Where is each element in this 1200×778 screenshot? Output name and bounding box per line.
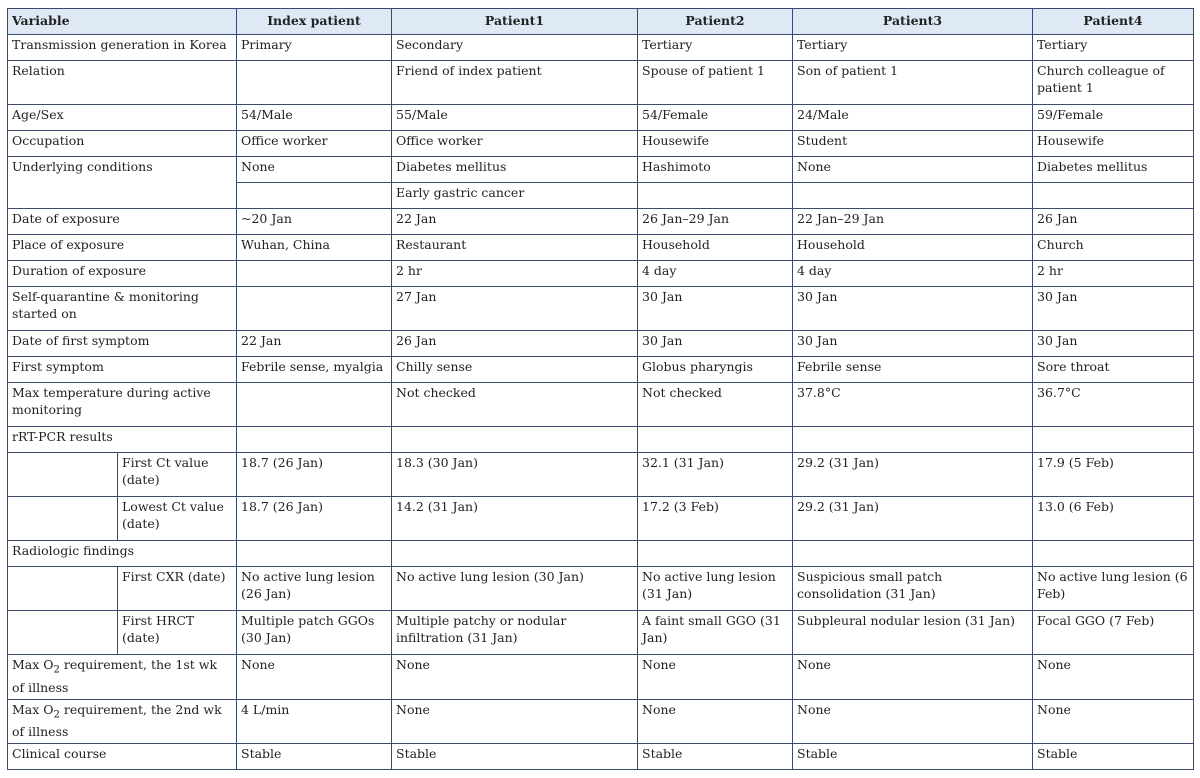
table-cell [1033, 427, 1194, 453]
table-cell [638, 541, 793, 567]
table-cell: Hashimoto [638, 157, 793, 183]
table-cell [638, 183, 793, 209]
header-row [8, 9, 1194, 35]
table-row [8, 35, 1194, 61]
row-label: Max temperature during active monitoring [8, 383, 237, 427]
table-cell [237, 61, 392, 105]
row-sublabel: First CXR (date) [118, 567, 237, 611]
table-cell: Stable [1033, 744, 1194, 770]
table-cell: A faint small GGO (31 Jan) [638, 611, 793, 655]
row-sublabel: First Ct value (date) [118, 453, 237, 497]
table-cell [237, 261, 392, 287]
table-cell: 22 Jan [237, 331, 392, 357]
table-cell [793, 183, 1033, 209]
table-cell: 4 day [638, 261, 793, 287]
row-sublabel: Lowest Ct value (date) [118, 497, 237, 541]
table-row [8, 383, 1194, 427]
table-cell [237, 541, 392, 567]
table-cell: Tertiary [793, 35, 1033, 61]
table-cell: 14.2 (31 Jan) [392, 497, 638, 541]
table-row [8, 453, 1194, 497]
table-cell [237, 427, 392, 453]
table-cell: 26 Jan–29 Jan [638, 209, 793, 235]
patient-table [7, 8, 1194, 770]
table-cell: No active lung lesion (31 Jan) [638, 567, 793, 611]
table-cell [793, 427, 1033, 453]
table-cell: 2 hr [392, 261, 638, 287]
table-cell: Office worker [237, 131, 392, 157]
table-cell: None [793, 699, 1033, 744]
table-cell: Housewife [1033, 131, 1194, 157]
table-cell: 54/Male [237, 105, 392, 131]
table-cell: 30 Jan [638, 331, 793, 357]
table-row [8, 427, 1194, 453]
table-cell: No active lung lesion (26 Jan) [237, 567, 392, 611]
table-cell: None [638, 699, 793, 744]
table-cell: Household [638, 235, 793, 261]
table-cell: Early gastric cancer [392, 183, 638, 209]
table-cell: Secondary [392, 35, 638, 61]
row-label: Self-quarantine & monitoring started on [8, 287, 237, 331]
table-cell: 30 Jan [793, 331, 1033, 357]
row-label-text: Max O [12, 701, 54, 717]
header-patient4: Patient4 [1033, 9, 1194, 35]
table-cell: Son of patient 1 [793, 61, 1033, 105]
row-label: Clinical course [8, 744, 237, 770]
table-cell: 54/Female [638, 105, 793, 131]
row-label: rRT-PCR results [8, 427, 237, 453]
table-cell [793, 541, 1033, 567]
table-cell: 13.0 (6 Feb) [1033, 497, 1194, 541]
table-cell: 26 Jan [1033, 209, 1194, 235]
table-cell: 29.2 (31 Jan) [793, 453, 1033, 497]
row-label: Transmission generation in Korea [8, 35, 237, 61]
table-cell: 18.7 (26 Jan) [237, 497, 392, 541]
table-row [8, 287, 1194, 331]
table-row [8, 157, 1194, 183]
table-cell: 4 day [793, 261, 1033, 287]
table-cell [237, 287, 392, 331]
table-cell: 22 Jan–29 Jan [793, 209, 1033, 235]
table-cell: None [638, 655, 793, 700]
table-row [8, 331, 1194, 357]
table-row [8, 261, 1194, 287]
table-row [8, 131, 1194, 157]
table-cell [1033, 541, 1194, 567]
header-index-patient: Index patient [237, 9, 392, 35]
row-sublabel: First HRCT (date) [118, 611, 237, 655]
table-cell: No active lung lesion (30 Jan) [392, 567, 638, 611]
table-cell: Tertiary [1033, 35, 1194, 61]
table-row [8, 105, 1194, 131]
table-row [8, 357, 1194, 383]
row-label: Relation [8, 61, 237, 105]
table-cell [1033, 183, 1194, 209]
table-cell: Housewife [638, 131, 793, 157]
header-patient3: Patient3 [793, 9, 1033, 35]
table-cell: Multiple patch GGOs (30 Jan) [237, 611, 392, 655]
row-label: Date of first symptom [8, 331, 237, 357]
row-label [8, 655, 237, 700]
table-cell: Stable [237, 744, 392, 770]
table-cell: Febrile sense [793, 357, 1033, 383]
table-cell: 32.1 (31 Jan) [638, 453, 793, 497]
row-label: Underlying conditions [8, 157, 237, 209]
row-label-text: Max O [12, 657, 54, 672]
table-cell: Diabetes mellitus [392, 157, 638, 183]
table-cell: Church colleague of patient 1 [1033, 61, 1194, 105]
indent-cell [8, 453, 118, 497]
table-cell: 59/Female [1033, 105, 1194, 131]
row-label: Radiologic findings [8, 541, 237, 567]
table-cell: Chilly sense [392, 357, 638, 383]
table-row [8, 235, 1194, 261]
table-cell: 36.7°C [1033, 383, 1194, 427]
table-cell: 4 L/min [237, 699, 392, 744]
table-cell: Church [1033, 235, 1194, 261]
table-row [8, 699, 1194, 744]
table-cell: No active lung lesion (6 Feb) [1033, 567, 1194, 611]
row-label: Place of exposure [8, 235, 237, 261]
table-cell: 30 Jan [793, 287, 1033, 331]
table-cell: None [392, 655, 638, 700]
table-cell: Diabetes mellitus [1033, 157, 1194, 183]
table-cell: 24/Male [793, 105, 1033, 131]
table-cell: Stable [793, 744, 1033, 770]
table-cell: 17.9 (5 Feb) [1033, 453, 1194, 497]
table-cell: 55/Male [392, 105, 638, 131]
table-cell: None [237, 655, 392, 700]
table-cell: 37.8°C [793, 383, 1033, 427]
table-row [8, 541, 1194, 567]
table-cell: Multiple patchy or nodular infiltration (31 Jan) [392, 611, 638, 655]
table-row [8, 497, 1194, 541]
indent-cell [8, 497, 118, 541]
table-cell [237, 383, 392, 427]
table-cell: Not checked [392, 383, 638, 427]
table-cell: 30 Jan [1033, 331, 1194, 357]
row-label: Age/Sex [8, 105, 237, 131]
table-cell: 27 Jan [392, 287, 638, 331]
table-row [8, 655, 1194, 700]
table-cell [392, 541, 638, 567]
table-cell: None [793, 157, 1033, 183]
table-cell: Stable [638, 744, 793, 770]
header-patient2: Patient2 [638, 9, 793, 35]
table-cell: Not checked [638, 383, 793, 427]
table-cell: 26 Jan [392, 331, 638, 357]
indent-cell [8, 567, 118, 611]
table-row [8, 744, 1194, 770]
row-label: First symptom [8, 357, 237, 383]
table-cell: 30 Jan [638, 287, 793, 331]
row-label [8, 699, 237, 744]
table-cell: Primary [237, 35, 392, 61]
table-cell: Febrile sense, myalgia [237, 357, 392, 383]
table-cell: Subpleural nodular lesion (31 Jan) [793, 611, 1033, 655]
table-cell: None [1033, 699, 1194, 744]
table-cell: None [237, 157, 392, 183]
table-cell: Globus pharyngis [638, 357, 793, 383]
table-cell: Restaurant [392, 235, 638, 261]
row-label-text: requirement, the 2nd wk of illness [12, 701, 222, 739]
table-cell: Stable [392, 744, 638, 770]
table-cell: Tertiary [638, 35, 793, 61]
table-row [8, 209, 1194, 235]
row-label-subscript: 2 [53, 709, 60, 720]
table-cell: 22 Jan [392, 209, 638, 235]
table-cell: ~20 Jan [237, 209, 392, 235]
table-row [8, 611, 1194, 655]
table-cell: Focal GGO (7 Feb) [1033, 611, 1194, 655]
table-cell: 17.2 (3 Feb) [638, 497, 793, 541]
indent-cell [8, 611, 118, 655]
table-cell: None [392, 699, 638, 744]
table-cell: Friend of index patient [392, 61, 638, 105]
table-cell: Office worker [392, 131, 638, 157]
row-label-subscript: 2 [53, 664, 60, 676]
table-cell: 2 hr [1033, 261, 1194, 287]
table-cell: 18.3 (30 Jan) [392, 453, 638, 497]
header-variable: Variable [8, 9, 237, 35]
row-label: Date of exposure [8, 209, 237, 235]
table-cell: 30 Jan [1033, 287, 1194, 331]
table-cell: None [793, 655, 1033, 700]
row-label: Duration of exposure [8, 261, 237, 287]
row-label-text: requirement, the 1st wk of illness [12, 657, 218, 695]
header-patient1: Patient1 [392, 9, 638, 35]
table-cell [638, 427, 793, 453]
table-row [8, 61, 1194, 105]
table-cell: Sore throat [1033, 357, 1194, 383]
table-cell: Suspicious small patch consolidation (31 Jan) [793, 567, 1033, 611]
table-cell [392, 427, 638, 453]
table-cell [237, 183, 392, 209]
table-cell: None [1033, 655, 1194, 700]
table-cell: 18.7 (26 Jan) [237, 453, 392, 497]
table-cell: 29.2 (31 Jan) [793, 497, 1033, 541]
table-cell: Student [793, 131, 1033, 157]
table-cell: Spouse of patient 1 [638, 61, 793, 105]
table-row [8, 567, 1194, 611]
row-label: Occupation [8, 131, 237, 157]
table-cell: Household [793, 235, 1033, 261]
table-cell: Wuhan, China [237, 235, 392, 261]
